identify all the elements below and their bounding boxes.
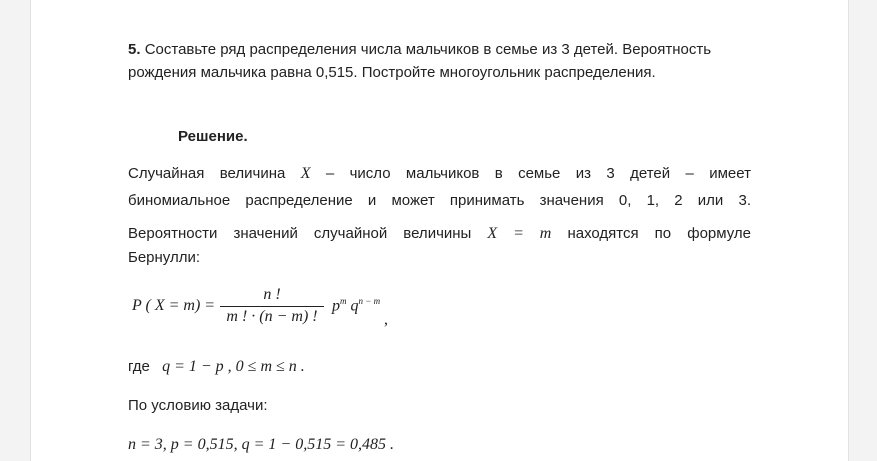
bernoulli-formula [132, 286, 412, 330]
condition-line: По условию задачи: [128, 397, 268, 414]
variable-x-eq-m: X = m [487, 225, 552, 242]
line3-start: Вероятности значений случайной величины [128, 225, 472, 242]
variable-x: X [300, 165, 311, 182]
symbol-p: p [332, 297, 340, 315]
document-page [30, 0, 849, 461]
task-number: 5. [128, 41, 141, 58]
fraction-bar [220, 306, 324, 307]
solution-line-1 [128, 162, 751, 185]
line1-start: Случайная величина [128, 165, 286, 182]
formula-comma: , [384, 311, 388, 328]
symbol-q: q [350, 297, 359, 315]
task-paragraph [128, 38, 751, 84]
formula-lhs: P ( X = m) = [132, 297, 216, 314]
solution-line-4: Бернулли: [128, 249, 201, 266]
solution-heading: Решение. [178, 128, 248, 145]
line3-end: находятся по формуле [567, 225, 751, 242]
solution-line-2: биномиальное распределение и может принимать значения 0, 1, 2 или 3. [128, 192, 751, 209]
formula-numerator: n ! [263, 286, 281, 303]
where-expression: q = 1 − p , 0 ≤ m ≤ n . [162, 358, 305, 375]
where-line [128, 355, 751, 378]
formula-denominator: m ! · (n − m) ! [226, 308, 318, 325]
task-text: Составьте ряд распределения числа мальчиков в семье из 3 детей. Вероятность рождения мальчика равна 0,515. Постройте многоугольник распределения. [128, 41, 712, 81]
exponent-m: m [340, 296, 347, 306]
line1-end: – число мальчиков в семье из 3 детей – имеет [325, 165, 751, 182]
where-label: где [128, 358, 150, 375]
solution-line-3 [128, 222, 751, 245]
formula-power-term [332, 296, 380, 315]
exponent-n-minus-m: n − m [358, 296, 381, 306]
values-expression: n = 3, p = 0,515, q = 1 − 0,515 = 0,485 . [128, 436, 394, 453]
